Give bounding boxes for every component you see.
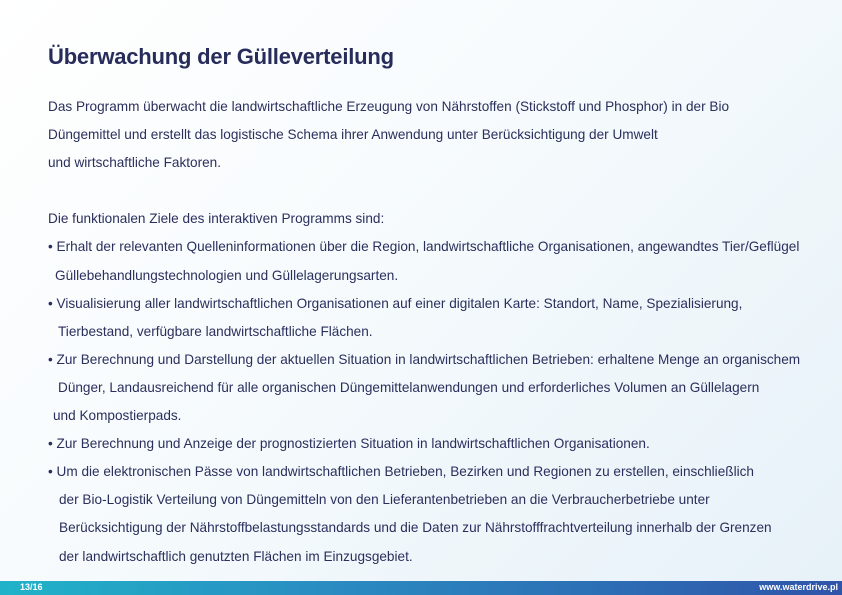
intro-line: und wirtschaftliche Faktoren. — [48, 155, 222, 171]
bullet-continuation: der Bio-Logistik Verteilung von Düngemitteln von den Lieferantenbetrieben an die Verbraucherbetriebe unter — [59, 492, 710, 508]
document-body — [48, 93, 838, 571]
goals-heading: Die funktionalen Ziele des interaktiven Programms sind: — [48, 211, 385, 227]
page-title: Überwachung der Gülleverteilung — [48, 44, 394, 69]
intro-line: Düngemittel und erstellt das logistische Schema ihrer Anwendung unter Berücksichtigung der Umwelt — [48, 127, 658, 143]
bullet-item: • Erhalt der relevanten Quelleninformationen über die Region, landwirtschaftliche Organisationen, angewandtes Tier/Geflügel — [48, 239, 800, 255]
bullet-continuation: Güllebehandlungstechnologien und Güllelagerungsarten. — [55, 267, 399, 283]
website-link[interactable]: www.waterdrive.pl — [759, 582, 838, 592]
bullet-item: • Zur Berechnung und Anzeige der prognostizierten Situation in landwirtschaftlichen Organisationen. — [48, 436, 650, 452]
bullet-continuation: Dünger, Landausreichend für alle organischen Düngemittelanwendungen und erforderliches Volumen an Güllelagern — [58, 379, 760, 395]
bullet-continuation: der landwirtschaftlich genutzten Flächen im Einzugsgebiet. — [59, 548, 413, 564]
bullet-continuation: Berücksichtigung der Nährstoffbelastungsstandards und die Daten zur Nährstofffrachtverteilung innerhalb der Grenzen — [59, 520, 772, 536]
bullet-item: • Zur Berechnung und Darstellung der aktuellen Situation in landwirtschaftlichen Betrieben: erhaltene Menge an organischem — [48, 351, 801, 367]
bullet-continuation: und Kompostierpads. — [53, 408, 182, 424]
intro-line: Das Programm überwacht die landwirtschaftliche Erzeugung von Nährstoffen (Stickstoff und Phosphor) in der Bio — [48, 99, 730, 114]
bullet-item: • Um die elektronischen Pässe von landwirtschaftlichen Betrieben, Bezirken und Regionen zu erstellen, einschließlich — [48, 464, 754, 480]
bullet-item: • Visualisierung aller landwirtschaftlichen Organisationen auf einer digitalen Karte: Standort, Name, Spezialisierung, — [48, 295, 743, 311]
page-number: 13/16 — [20, 582, 43, 592]
bullet-continuation: Tierbestand, verfügbare landwirtschaftliche Flächen. — [58, 323, 373, 339]
footer-bar — [0, 581, 842, 595]
